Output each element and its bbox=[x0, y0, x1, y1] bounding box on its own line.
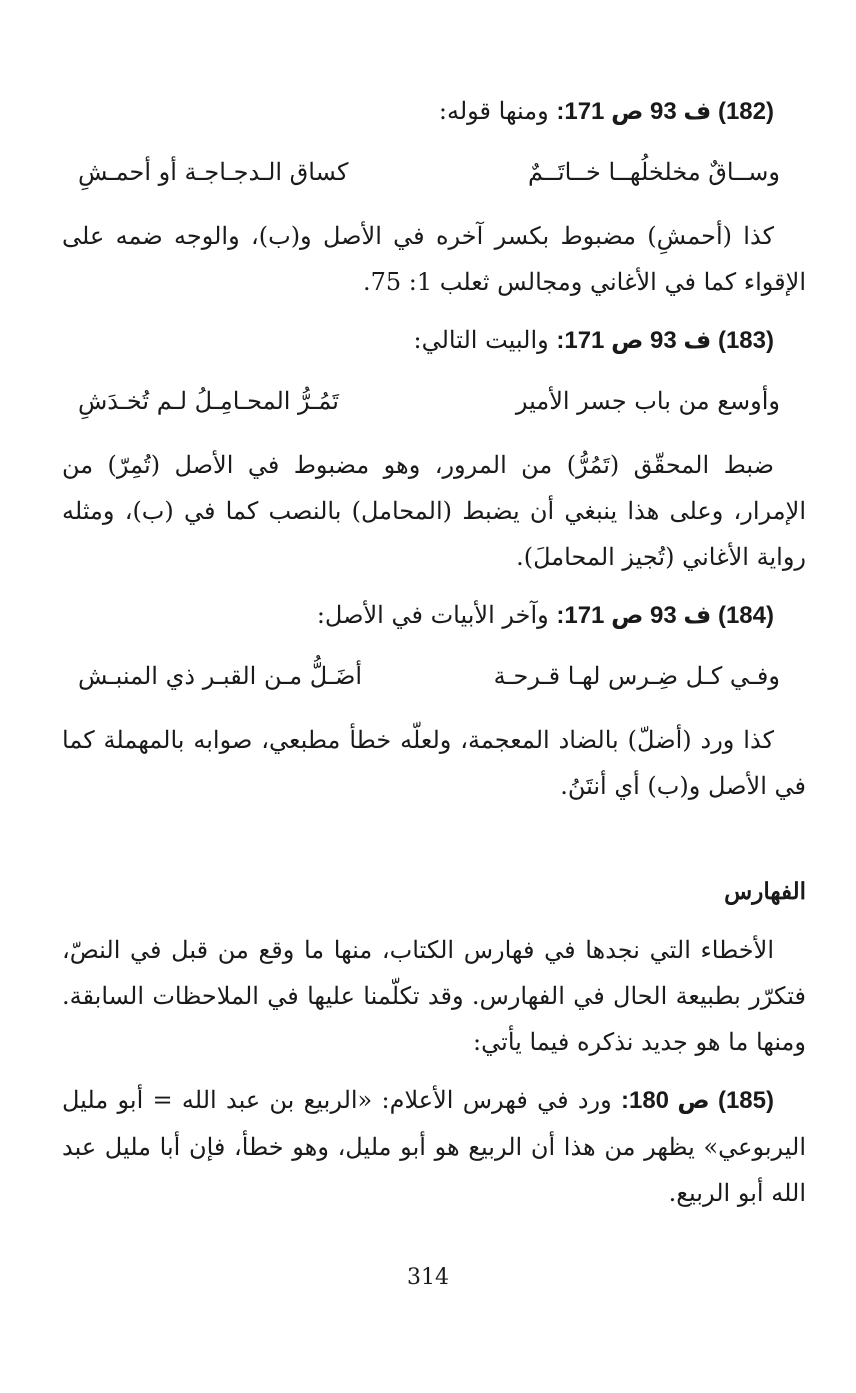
section-heading: الفهارس bbox=[724, 878, 806, 905]
entry-183-note: ضبط المحقّق (تَمُرُّ) من المرور، وهو مضبوط في الأصل (تُمِرّ) من الإمرار، وعلى هذا ينبغي أن يضبط (المحامل) بالنصب كما في (ب)، ومثله رواية الأغاني (تُجيز المحاملَ). bbox=[62, 451, 806, 571]
entry-intro: والبيت التالي: bbox=[413, 326, 557, 354]
entry-182-verse bbox=[62, 149, 806, 195]
entry-intro: وآخر الأبيات في الأصل: bbox=[316, 601, 557, 629]
entry-184-note: كذا ورد (أضلّ) بالضاد المعجمة، ولعلّه خطأ مطبعي، صوابه بالمهملة كما في الأصل و(ب) أي أنتَنُ. bbox=[62, 726, 806, 800]
entry-182-header bbox=[62, 88, 806, 135]
entry-intro: ومنها قوله: bbox=[438, 97, 557, 125]
entry-184-header bbox=[62, 592, 806, 639]
entry-ref: (185) ص 180: bbox=[620, 1087, 774, 1114]
verse-second-hemistich: كساق الـدجـاجـة أو أحمـشِ bbox=[78, 158, 349, 186]
verse-second-hemistich: أضَـلُّ مـن القبـر ذي المنبـش bbox=[78, 662, 363, 690]
entry-text: ورد في فهرس الأعلام: «الربيع بن عبد الله = أبو مليل اليربوعي» يظهر من هذا أن الربيع هو أبو مليل، وهو خطأ، فإن أبا مليل عبد الله أبو الربيع. bbox=[62, 1086, 806, 1207]
entry-183-header bbox=[62, 317, 806, 364]
section-intro: الأخطاء التي نجدها في فهارس الكتاب، منها ما وقع من قبل في النصّ، فتكرّر بطبيعة الحال في الفهارس. وقد تكلّمنا عليها في الملاحظات السابقة. ومنها ما هو جديد نذكره فيما يأتي: bbox=[62, 936, 806, 1056]
entry-185 bbox=[62, 1077, 806, 1216]
entry-ref: (183) ف 93 ص 171: bbox=[556, 327, 774, 354]
entry-ref: (182) ف 93 ص 171: bbox=[556, 98, 774, 125]
verse-second-hemistich: تَمُـرُّ المحـامِـلُ لـم تُخـدَشِ bbox=[78, 387, 339, 415]
entry-ref: (184) ف 93 ص 171: bbox=[556, 602, 774, 629]
entry-182-note: كذا (أحمشِ) مضبوط بكسر آخره في الأصل و(ب)، والوجه ضمه على الإقواء كما في الأغاني ومجالس ثعلب 1: 75. bbox=[62, 222, 806, 296]
verse-first-hemistich: وفـي كـل ضِـرس لهـا قـرحـة bbox=[493, 662, 780, 690]
verse-first-hemistich: وســاقٌ مخلخلُهــا خــاتَــمٌ bbox=[527, 158, 780, 186]
page-body bbox=[62, 88, 806, 1216]
entry-183-verse bbox=[62, 378, 806, 424]
verse-first-hemistich: وأوسع من باب جسر الأمير bbox=[515, 387, 780, 415]
entry-184-verse bbox=[62, 653, 806, 699]
page-number: 314 bbox=[407, 1265, 449, 1290]
